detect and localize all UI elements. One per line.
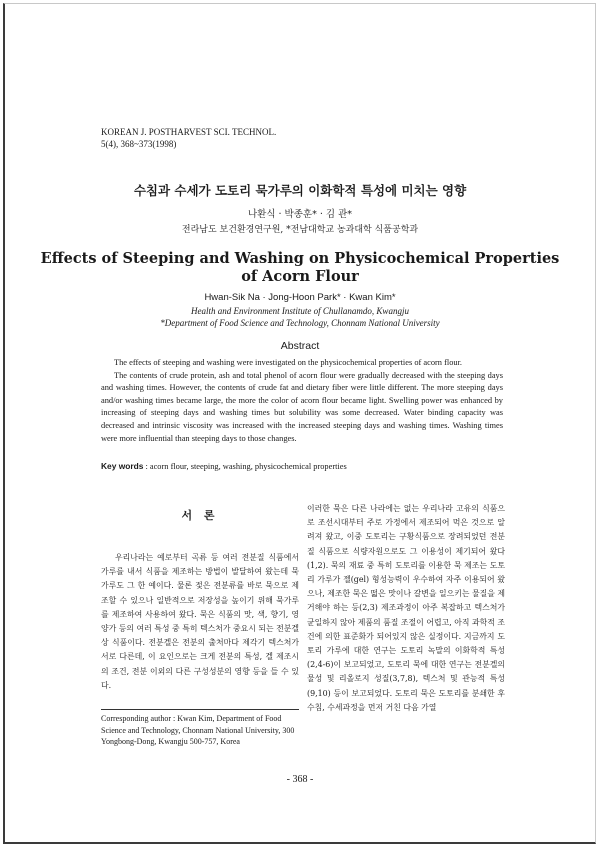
intro-right-paragraph: 이러한 묵은 다른 나라에는 없는 우리나라 고유의 식품으로 조선시대부터 주로 가정에서 제조되어 먹은 것으로 알려져 왔고, 이중 도토리는 구황식품으로 장려되었던 전분질 식품으로 식량자원으로도 그 이용성이 제기되어 왔다(1,2). 묵의 재료 중 특히 도토리를 이용한 묵 제조는 도토리 가루가 젤(gel) 형성능력이 우수하여 자주 이용되어 왔으나, 제조한 묵은 떫은 맛이나 갈변을 일으키는 물질을 제거해야 하는 등(2,3) 제조과정이 아주 복잡하고 텍스처가 균일하지 않아 제품의 품질 조절이 어렵고, 아직 과학적 조건에 의한 표준화가 되어있지 않은 실정이다. 지금까지 도토리 가루에 대한 연구는 도토리 녹말의 이화학적 특성(2,4-6)이 보고되었고, 도토리 묵에 대한 연구는 전분겔의 물성 및 리올로지 성질(3,7,8), 텍스처 및 관능적 특성(9,10) 등이 보고되었다. 도토리 묵은 도토리를 분쇄한 후 수침, 수세과정을 먼저 거친 다음 가열 bbox=[307, 504, 505, 712]
intro-left-paragraph: 우리나라는 예로부터 곡류 등 여러 전분질 식품에서 가루를 내서 식품을 제조하는 방법이 발달하여 왔는데 묵가루도 그 한 예이다. 물론 젖은 전분류를 바로 묵으로 제조할 수 있으나 일반적으로 저장성을 높이기 위해 묵가루를 제조하여 사용하여 왔다. 묵은 식품의 맛, 색, 향기, 영양가 등의 여러 특성 중 특히 텍스처가 중요시 되는 전분겔상 식품이다. 전분겔은 전분의 출처마다 제각기 텍스처가 서로 다른데, 이 요인으로는 크게 전분의 특성, 겔 제조시의 조건, 전분 이외의 다른 구성성분의 영향 등을 들 수 있다. bbox=[101, 553, 299, 690]
english-affiliation bbox=[0, 305, 600, 329]
abstract-paragraph-2: The contents of crude protein, ash and total phenol of acorn flour were gradually decreased with the steeping days and washing times. However, the contents of crude fat and dietary fiber were little different. The more steeping days and/or washing times became large, the more the color of acorn flour became light. Swelling power was enhanced by increasing of steeping days and washing times but solubility was some decreased. Water binding capacity was decreased and intrinsic viscosity was increased with the increased steeping days and washing times. Washing times were more influential than steeping days to those changes. bbox=[101, 370, 503, 443]
english-title bbox=[0, 250, 600, 286]
journal-volume: 5(4), 368~373(1998) bbox=[101, 139, 177, 149]
korean-affiliation: 전라남도 보건환경연구원, *전남대학교 농과대학 식품공학과 bbox=[181, 225, 419, 235]
english-affiliation-line2: *Department of Food Science and Technology, Chonnam National University bbox=[160, 318, 440, 328]
left-column bbox=[101, 507, 299, 748]
journal-header bbox=[101, 126, 276, 150]
keywords-text: : acorn flour, steeping, washing, physicochemical properties bbox=[145, 462, 347, 471]
keywords-label: Key words bbox=[101, 461, 144, 471]
keywords-line bbox=[101, 461, 503, 471]
journal-name: KOREAN J. POSTHARVEST SCI. TECHNOL. bbox=[101, 127, 277, 137]
page-number: - 368 - bbox=[286, 774, 314, 785]
right-column bbox=[307, 502, 505, 715]
corresponding-author-footnote: Corresponding author : Kwan Kim, Department of Food Science and Technology, Chonnam National University, 300 Yongbong-Dong, Kwangju 500-757, Korea bbox=[101, 709, 299, 748]
abstract-body bbox=[101, 357, 503, 445]
english-title-line2: of Acorn Flour bbox=[241, 268, 359, 285]
korean-title: 수침과 수세가 도토리 묵가루의 이화학적 특성에 미치는 영향 bbox=[133, 183, 467, 198]
korean-authors: 나환식 · 박종훈* · 김 관* bbox=[247, 209, 353, 220]
english-title-line1: Effects of Steeping and Washing on Physicochemical Properties bbox=[40, 250, 560, 267]
intro-heading: 서 론 bbox=[181, 509, 219, 522]
english-affiliation-line1: Health and Environment Institute of Chullanamdo, Kwangju bbox=[191, 306, 409, 316]
abstract-paragraph-1: The effects of steeping and washing were investigated on the physicochemical properties of acorn flour. bbox=[114, 358, 462, 367]
abstract-heading: Abstract bbox=[280, 340, 320, 352]
english-authors: Hwan-Sik Na · Jong-Hoon Park* · Kwan Kim* bbox=[204, 292, 396, 303]
